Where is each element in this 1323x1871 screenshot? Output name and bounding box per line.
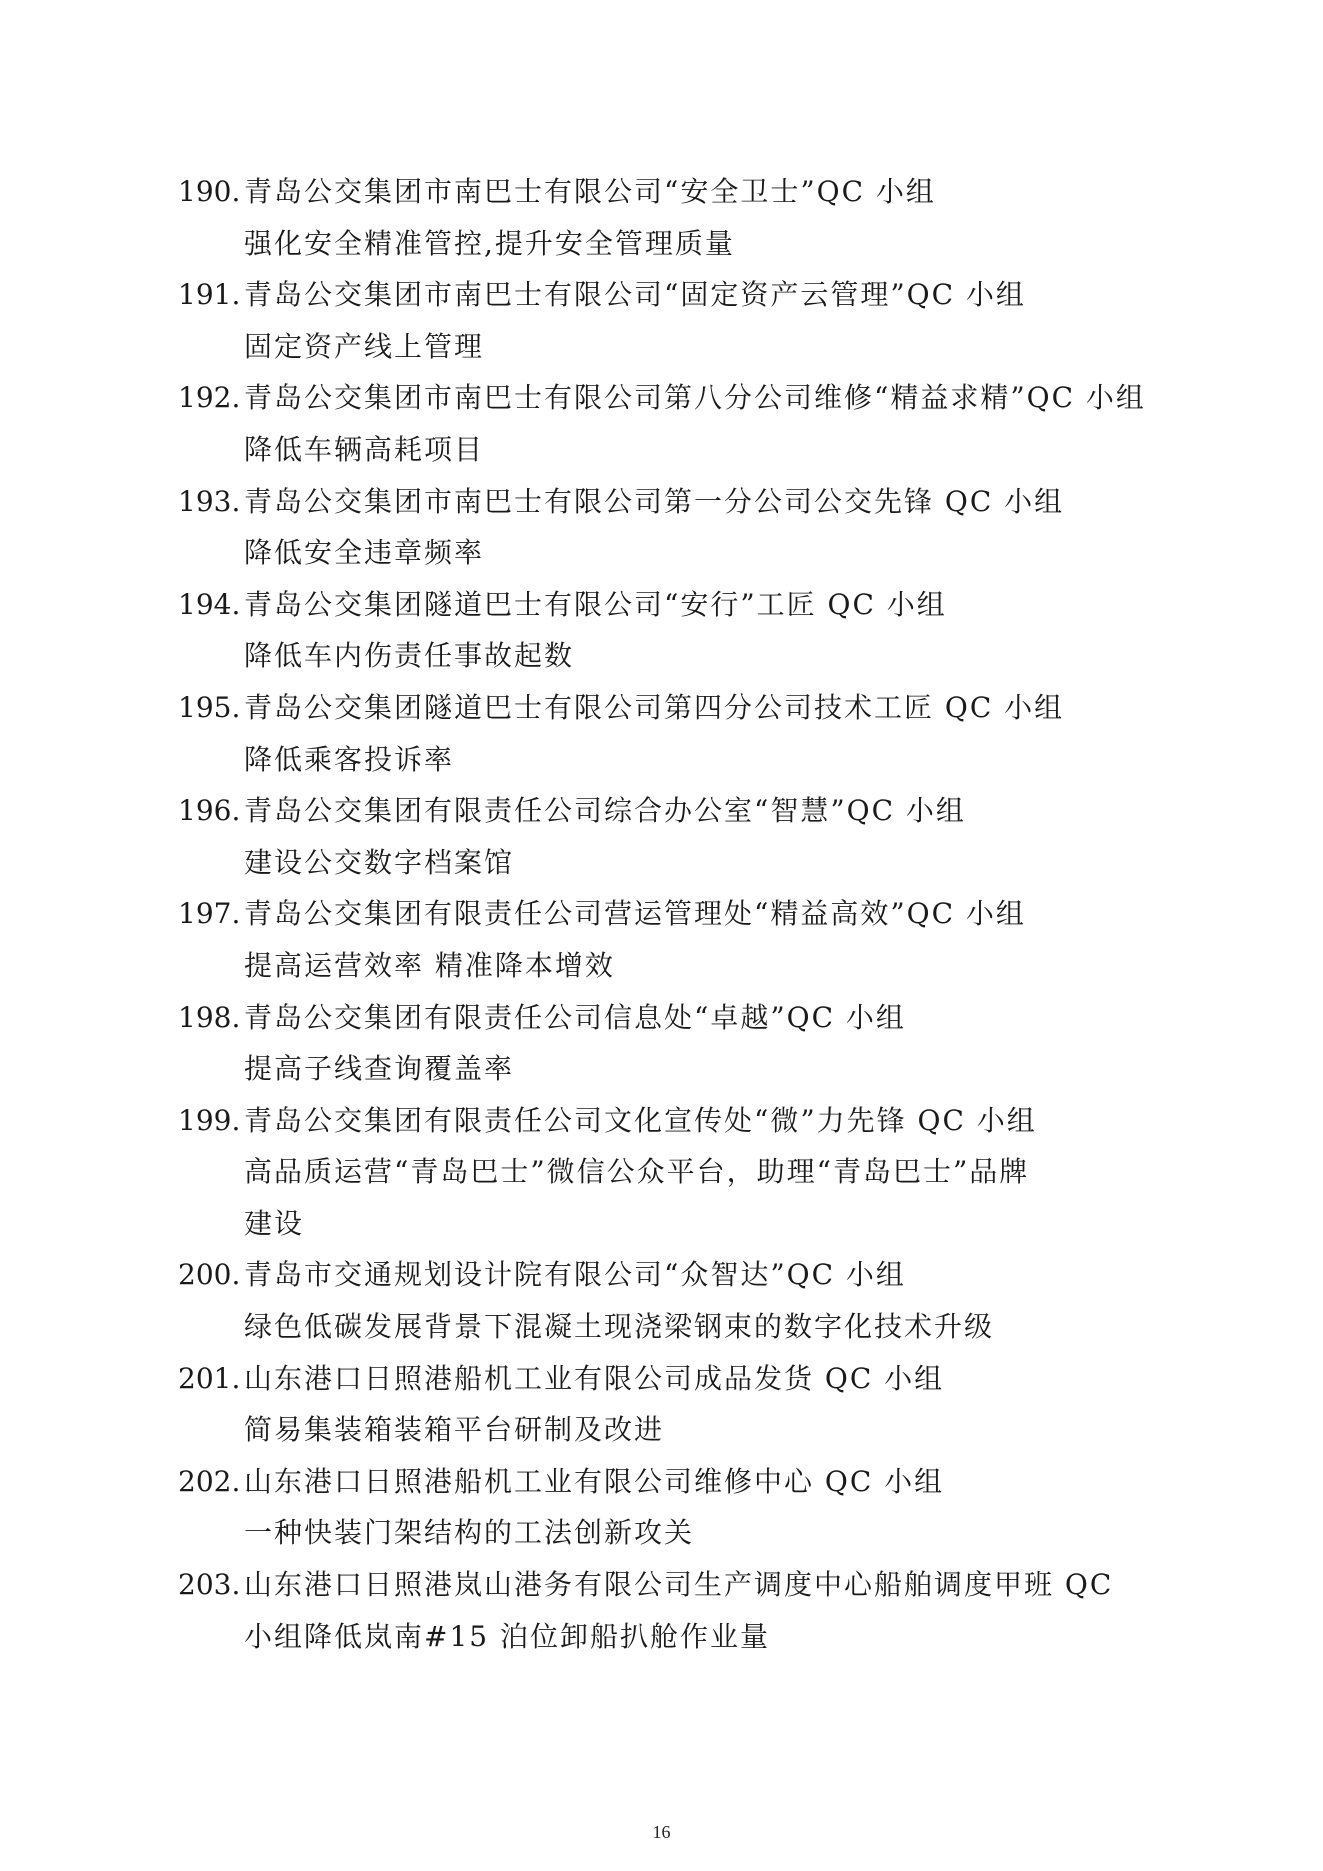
entry-group-name: 青岛公交集团市南巴士有限公司第一分公司公交先锋 QC 小组 bbox=[244, 484, 1065, 518]
entry-number: 198. bbox=[178, 1000, 241, 1034]
list-item bbox=[178, 269, 1178, 372]
page-number: 16 bbox=[652, 1822, 671, 1842]
entry-subject: 绿色低碳发展背景下混凝土现浇梁钢束的数字化技术升级 bbox=[244, 1310, 995, 1344]
entry-number: 202. bbox=[178, 1464, 241, 1498]
entry-group-name: 青岛公交集团有限责任公司综合办公室“智慧”QC 小组 bbox=[244, 794, 966, 828]
list-item bbox=[178, 579, 1178, 682]
entry-title-line bbox=[178, 682, 1178, 734]
entry-title-line bbox=[178, 166, 1178, 218]
entry-subject: 固定资产线上管理 bbox=[244, 329, 485, 363]
award-list bbox=[178, 166, 1178, 1662]
entry-group-name: 山东港口日照港岚山港务有限公司生产调度中心船舶调度甲班 QC bbox=[244, 1568, 1114, 1602]
entry-group-name: 青岛公交集团市南巴士有限公司“安全卫士”QC 小组 bbox=[244, 175, 936, 208]
entry-subject: 降低安全违章频率 bbox=[244, 536, 485, 570]
entry-number: 200. bbox=[178, 1258, 241, 1292]
entry-subject: 建设公交数字档案馆 bbox=[244, 845, 515, 879]
entry-subject: 提高运营效率 精准降本增效 bbox=[244, 948, 615, 982]
entry-number: 194. bbox=[178, 587, 241, 621]
entry-group-name: 青岛公交集团隧道巴士有限公司“安行”工匠 QC 小组 bbox=[244, 587, 947, 621]
entry-subject: 降低车内伤责任事故起数 bbox=[244, 639, 575, 673]
list-item bbox=[178, 682, 1178, 785]
list-item bbox=[178, 888, 1178, 991]
entry-number: 192. bbox=[178, 381, 241, 415]
entry-group-name: 青岛市交通规划设计院有限公司“众智达”QC 小组 bbox=[244, 1258, 906, 1292]
entry-title-line bbox=[178, 579, 1178, 631]
entry-subject: 强化安全精准管控,提升安全管理质量 bbox=[244, 226, 735, 260]
list-item bbox=[178, 1456, 1178, 1559]
list-item bbox=[178, 166, 1178, 269]
list-item bbox=[178, 1559, 1178, 1662]
entry-number: 203. bbox=[178, 1568, 241, 1602]
entry-title-line bbox=[178, 372, 1178, 424]
list-item bbox=[178, 785, 1178, 888]
entry-title-line bbox=[178, 888, 1178, 940]
entry-number: 191. bbox=[178, 278, 241, 312]
entry-title-line bbox=[178, 1559, 1178, 1611]
entry-title-line bbox=[178, 1249, 1178, 1301]
list-item bbox=[178, 1353, 1178, 1456]
entry-subject: 提高子线查询覆盖率 bbox=[244, 1052, 515, 1086]
entry-title-line bbox=[178, 1456, 1178, 1508]
entry-group-name: 青岛公交集团市南巴士有限公司“固定资产云管理”QC 小组 bbox=[244, 278, 1026, 312]
entry-group-name: 青岛公交集团有限责任公司信息处“卓越”QC 小组 bbox=[244, 1000, 906, 1034]
entry-group-name: 青岛公交集团有限责任公司文化宣传处“微”力先锋 QC 小组 bbox=[244, 1103, 1037, 1137]
entry-group-name: 青岛公交集团隧道巴士有限公司第四分公司技术工匠 QC 小组 bbox=[244, 690, 1065, 724]
entry-subject: 建设 bbox=[244, 1206, 305, 1240]
list-item bbox=[178, 372, 1178, 475]
entry-number: 199. bbox=[178, 1103, 241, 1137]
entry-title-line bbox=[178, 1095, 1178, 1147]
entry-number: 195. bbox=[178, 690, 241, 724]
entry-number: 193. bbox=[178, 484, 241, 518]
entry-number: 190. bbox=[178, 175, 241, 208]
entry-group-name: 山东港口日照港船机工业有限公司维修中心 QC 小组 bbox=[244, 1464, 945, 1498]
entry-title-line bbox=[178, 785, 1178, 837]
list-item bbox=[178, 476, 1178, 579]
entry-subject: 一种快装门架结构的工法创新攻关 bbox=[244, 1516, 695, 1550]
entry-title-line bbox=[178, 269, 1178, 321]
list-item bbox=[178, 1095, 1178, 1250]
entry-group-name: 山东港口日照港船机工业有限公司成品发货 QC 小组 bbox=[244, 1361, 945, 1395]
list-item bbox=[178, 1249, 1178, 1352]
entry-number: 197. bbox=[178, 897, 241, 931]
entry-subject: 简易集装箱装箱平台研制及改进 bbox=[244, 1413, 665, 1447]
entry-title-line bbox=[178, 1353, 1178, 1405]
list-item bbox=[178, 992, 1178, 1095]
entry-subject: 小组降低岚南#15 泊位卸船扒舱作业量 bbox=[244, 1619, 770, 1653]
entry-subject: 高品质运营“青岛巴士”微信公众平台，助理“青岛巴士”品牌 bbox=[244, 1155, 1030, 1189]
entry-title-line bbox=[178, 476, 1178, 528]
entry-group-name: 青岛公交集团有限责任公司营运管理处“精益高效”QC 小组 bbox=[244, 897, 1026, 931]
entry-number: 201. bbox=[178, 1361, 241, 1395]
entry-group-name: 青岛公交集团市南巴士有限公司第八分公司维修“精益求精”QC 小组 bbox=[244, 381, 1146, 415]
entry-title-line bbox=[178, 992, 1178, 1044]
entry-number: 196. bbox=[178, 794, 241, 828]
entry-subject: 降低乘客投诉率 bbox=[244, 742, 455, 776]
entry-subject: 降低车辆高耗项目 bbox=[244, 432, 485, 466]
